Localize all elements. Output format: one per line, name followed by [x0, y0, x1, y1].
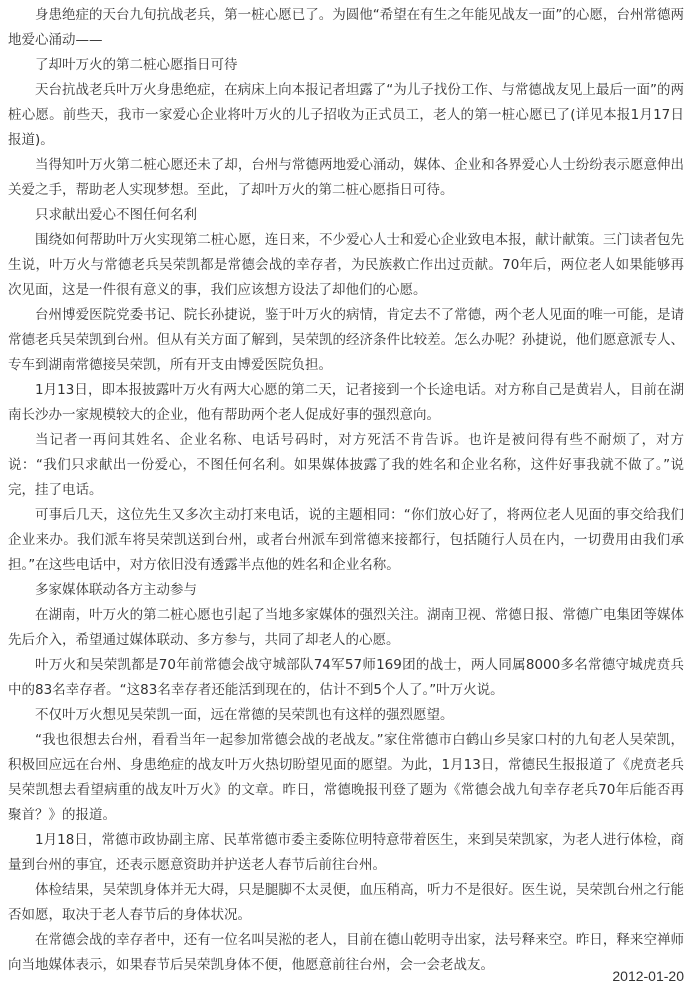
- paragraph: 天台抗战老兵叶万火身患绝症，在病床上向本报记者坦露了“为儿子找份工作、与常德战友见上最后一面”的两桩心愿。前些天，我市一家爱心企业将叶万火的儿子招收为正式员工，老人的第一桩心愿已了(详见本报1月17日报道)。: [8, 82, 684, 148]
- section-heading: 只求献出爱心不图任何名利: [35, 207, 197, 223]
- paragraph: 叶万火和吴荣凯都是70年前常德会战守城部队74军57师169团的战士，两人同属8000多名常德守城虎贲兵中的83名幸存者。“这83名幸存者还能活到现在的，估计不到5个人了。”叶万火说。: [8, 657, 684, 698]
- paragraph: 台州博爱医院党委书记、院长孙捷说，鉴于叶万火的病情，肯定去不了常德，两个老人见面的唯一可能，是请常德老兵吴荣凯到台州。但从有关方面了解到，吴荣凯的经济条件比较差。怎么办呢？孙捷说，他们愿意派专人、专车到湖南常德接吴荣凯，所有开支由博爱医院负担。: [8, 307, 684, 373]
- paragraph: 体检结果，吴荣凯身体并无大碍，只是腿脚不太灵便，血压稍高，听力不是很好。医生说，吴荣凯台州之行能否如愿，取决于老人春节后的身体状况。: [8, 882, 684, 923]
- section-heading: 多家媒体联动各方主动参与: [35, 582, 197, 598]
- paragraph: 可事后几天，这位先生又多次主动打来电话，说的主题相同：“你们放心好了，将两位老人见面的事交给我们企业来办。我们派车将吴荣凯送到台州，或者台州派车到常德来接都行，包括随行人员在内，一切费用由我们承担。”在这些电话中，对方依旧没有透露半点他的姓名和企业名称。: [8, 507, 684, 573]
- article-body: [8, 3, 684, 978]
- paragraph: 围绕如何帮助叶万火实现第二桩心愿，连日来，不少爱心人士和爱心企业致电本报，献计献策。三门读者包先生说，叶万火与常德老兵吴荣凯都是常德会战的幸存者，为民族救亡作出过贡献。70年后，两位老人如果能够再次见面，这是一件很有意义的事，我们应该想方设法了却他们的心愿。: [8, 232, 684, 298]
- paragraph: 1月13日，即本报披露叶万火有两大心愿的第二天，记者接到一个长途电话。对方称自己是黄岩人，目前在湖南长沙办一家规模较大的企业，他有帮助两个老人促成好事的强烈意向。: [8, 382, 684, 423]
- paragraph: 当记者一再问其姓名、企业名称、电话号码时，对方死活不肯告诉。也许是被问得有些不耐烦了，对方说：“我们只求献出一份爱心，不图任何名利。如果媒体披露了我的姓名和企业名称，这件好事我就不做了。”说完，挂了电话。: [8, 432, 684, 498]
- paragraph: 在常德会战的幸存者中，还有一位名叫吴淞的老人，目前在德山乾明寺出家，法号释来空。昨日，释来空禅师向当地媒体表示，如果春节后吴荣凯身体不便，他愿意前往台州，会一会老战友。: [8, 932, 684, 973]
- lead-paragraph: 身患绝症的天台九旬抗战老兵，第一桩心愿已了。为圆他“希望在有生之年能见战友一面”的心愿，台州常德两地爱心涌动——: [8, 7, 684, 48]
- section-heading: 了却叶万火的第二桩心愿指日可待: [35, 57, 238, 73]
- publish-date: 2012-01-20: [612, 968, 684, 984]
- paragraph: 不仅叶万火想见吴荣凯一面，远在常德的吴荣凯也有这样的强烈愿望。: [35, 707, 454, 723]
- paragraph: 在湖南，叶万火的第二桩心愿也引起了当地多家媒体的强烈关注。湖南卫视、常德日报、常德广电集团等媒体先后介入，希望通过媒体联动、多方参与，共同了却老人的心愿。: [8, 607, 684, 648]
- paragraph: 1月18日，常德市政协副主席、民革常德市委主委陈位明特意带着医生，来到吴荣凯家，为老人进行体检，商量到台州的事宜，还表示愿意资助并护送老人春节后前往台州。: [8, 832, 684, 873]
- paragraph: 当得知叶万火第二桩心愿还未了却，台州与常德两地爱心涌动，媒体、企业和各界爱心人士纷纷表示愿意伸出关爱之手，帮助老人实现梦想。至此，了却叶万火的第二桩心愿指日可待。: [8, 157, 684, 198]
- paragraph: “我也很想去台州，看看当年一起参加常德会战的老战友。”家住常德市白鹤山乡吴家口村的九旬老人吴荣凯，积极回应远在台州、身患绝症的战友叶万火热切盼望见面的愿望。为此，1月13日，常德民生报报道了《虎贲老兵吴荣凯想去看望病重的战友叶万火》的文章。昨日，常德晚报刊登了题为《常德会战九旬幸存老兵70年后能否再聚首？》的报道。: [8, 732, 684, 823]
